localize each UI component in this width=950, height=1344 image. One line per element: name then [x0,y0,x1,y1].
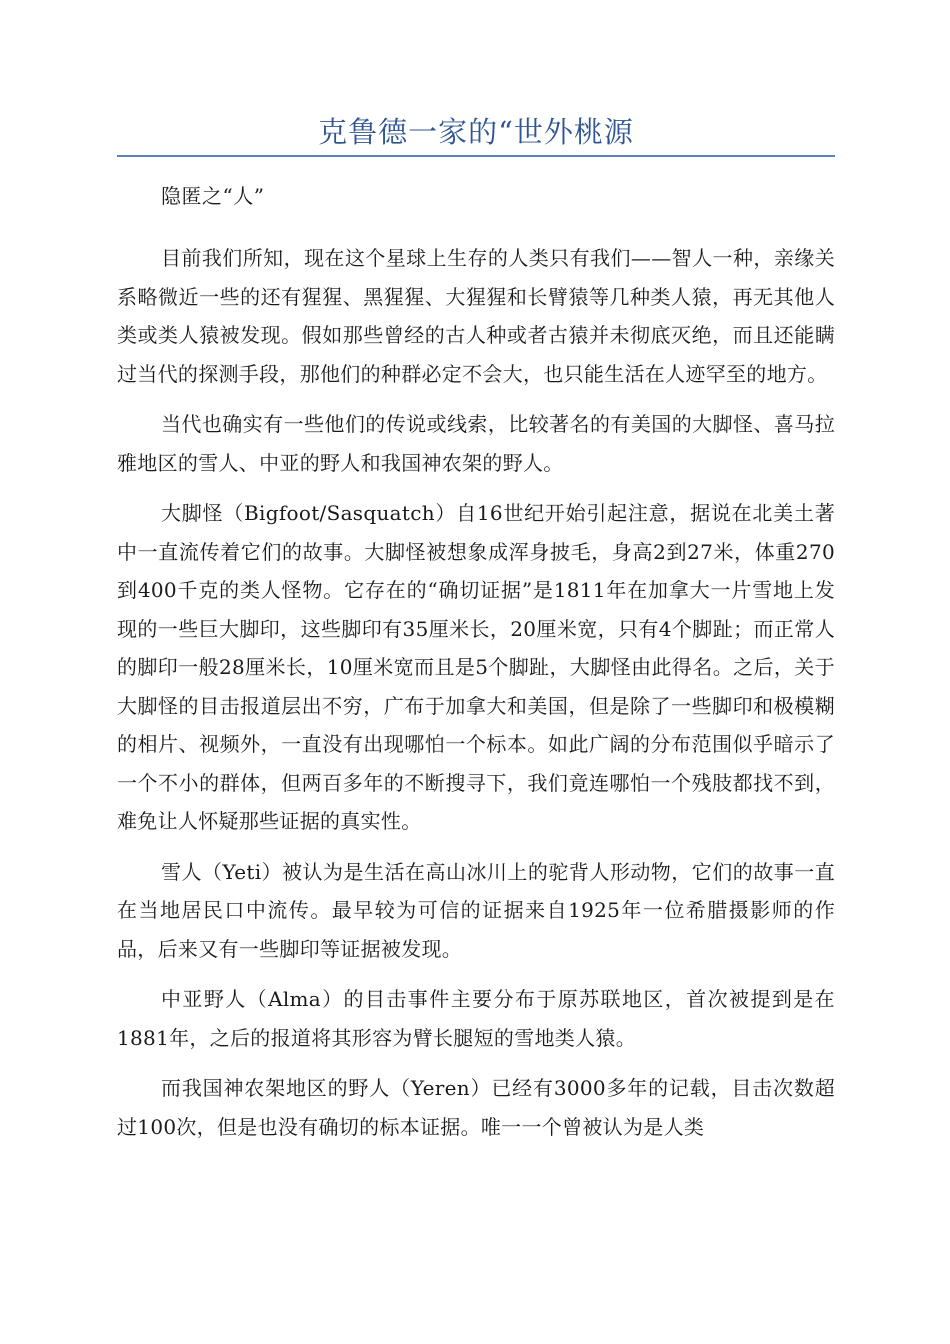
paragraph: 中亚野人（Alma）的目击事件主要分布于原苏联地区，首次被提到是在1881年，之后的报道将其形容为臂长腿短的雪地类人猿。 [117,987,835,1050]
title-underline [117,155,835,157]
paragraph: 目前我们所知，现在这个星球上生存的人类只有我们——智人一种，亲缘关系略微近一些的还有猩猩、黑猩猩、大猩猩和长臂猿等几种类人猿，再无其他人类或类人猿被发现。假如那些曾经的古人种或者古猿并未彻底灭绝，而且还能瞒过当代的探测手段，那他们的种群必定不会大，也只能生活在人迹罕至的地方。 [117,246,835,386]
document-body [117,239,835,1146]
paragraph: 而我国神农架地区的野人（Yeren）已经有3000多年的记载，目击次数超过100次，但是也没有确切的标本证据。唯一一个曾被认为是人类 [117,1076,835,1139]
paragraph: 雪人（Yeti）被认为是生活在高山冰川上的驼背人形动物，它们的故事一直在当地居民口中流传。最早较为可信的证据来自1925年一位希腊摄影师的作品，后来又有一些脚印等证据被发现。 [117,859,835,961]
document-page [117,0,835,1146]
paragraph: 当代也确实有一些他们的传说或线索，比较著名的有美国的大脚怪、喜马拉雅地区的雪人、中亚的野人和我国神农架的野人。 [117,412,835,475]
document-title: 克鲁德一家的“世外桃源 [318,115,634,149]
paragraph: 大脚怪（Bigfoot/Sasquatch）自16世纪开始引起注意，据说在北美土著中一直流传着它们的故事。大脚怪被想象成浑身披毛，身高2到27米，体重270到400千克的类人怪物。它存在的“确切证据”是1811年在加拿大一片雪地上发现的一些巨大脚印，这些脚印有35厘米长，20厘米宽，只有4个脚趾；而正常人的脚印一般28厘米长，10厘米宽而且是5个脚趾，大脚怪由此得名。之后，关于大脚怪的目击报道层出不穷，广布于加拿大和美国，但是除了一些脚印和极模糊的相片、视频外，一直没有出现哪怕一个标本。如此广阔的分布范围似乎暗示了一个不小的群体，但两百多年的不断搜寻下，我们竟连哪怕一个残肢都找不到，难免让人怀疑那些证据的真实性。 [117,501,835,833]
section-heading: 隐匿之“人” [161,184,265,208]
